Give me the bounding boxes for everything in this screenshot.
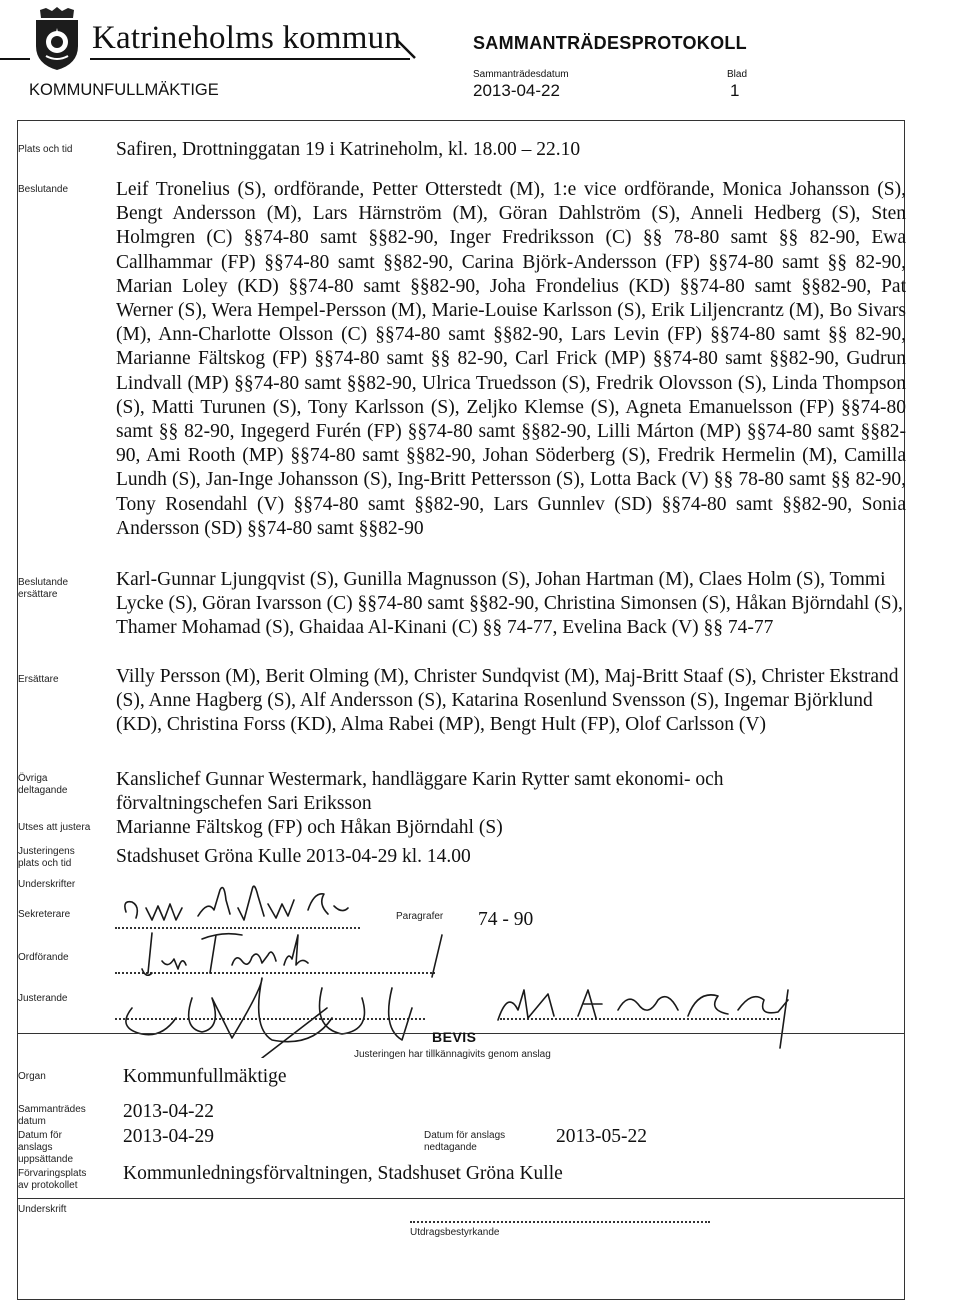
justering-label: Justeringens plats och tid: [18, 846, 75, 869]
plats-label: Plats och tid: [18, 144, 73, 155]
paragrafer-label: Paragrafer: [396, 911, 444, 922]
bevis-subtitle: Justeringen har tillkännagivits genom anslag: [354, 1049, 551, 1060]
ersattare-label: Ersättare: [18, 674, 59, 685]
header-rule-left: [0, 58, 30, 60]
ersattare-beslut-label: Beslutande ersättare: [18, 577, 69, 600]
plats-value: Safiren, Drottninggatan 19 i Katrineholm, kl. 18.00 – 22.10: [116, 139, 581, 160]
forvaring-value: Kommunledningsförvaltningen, Stadshuset Gröna Kulle: [123, 1163, 563, 1184]
beslutande-label: Beslutande: [18, 184, 69, 195]
underskrift-dotted-line: [410, 1221, 710, 1223]
nedtag-label: Datum för anslags nedtagande: [424, 1130, 506, 1153]
doc-type: SAMMANTRÄDESPROTOKOLL: [473, 33, 747, 53]
paragrafer-value: 74 - 90: [478, 909, 534, 930]
utses-label: Utses att justera: [18, 822, 91, 833]
header-rule-right: [90, 58, 410, 60]
page-label: Blad: [727, 69, 748, 80]
date-label: Sammanträdesdatum: [473, 69, 569, 80]
header-slash-icon: [395, 38, 417, 60]
sammantrades-datum-label: Sammanträdes datum: [18, 1104, 86, 1127]
page-number: 1: [730, 81, 740, 100]
organ-value: Kommunfullmäktige: [123, 1066, 287, 1087]
meeting-date: 2013-04-22: [473, 81, 560, 100]
justerande-label: Justerande: [18, 993, 68, 1004]
municipality-name: Katrineholms kommun: [92, 20, 402, 56]
body-name: KOMMUNFULLMÄKTIGE: [29, 81, 219, 99]
nedtag-value: 2013-05-22: [556, 1126, 647, 1147]
ovriga-label: Övriga deltagande: [18, 773, 68, 796]
utdrag-label: Utdragsbestyrkande: [410, 1227, 500, 1238]
forvaring-label: Förvaringsplats av protokollet: [18, 1168, 87, 1191]
coat-of-arms-logo: [30, 6, 84, 72]
bevis-title: BEVIS: [432, 1029, 477, 1045]
underskrift-label: Underskrift: [18, 1204, 67, 1215]
justering-value: Stadshuset Gröna Kulle 2013-04-29 kl. 14.00: [116, 846, 471, 867]
beslutande-value: Leif Tronelius (S), ordförande, Petter Otterstedt (M), 1:e vice ordförande, Monica Johansson (S), Bengt Andersson (M), Lars Härnström (M), Göran Dahlström (S), Anneli Hedberg (S), Sten Holmgren (C) §§74-80 samt §§82-90, Inger Fredriksson (C) §§ 78-80 samt §§ 82-90, Ewa Callhammar (FP) §§74-80 samt §§82-90, Carina Björk-Andersson (FP) §§74-80 samt §§ 82-90, Marian Loley (KD) §§74-80 samt §§82-90, Joha Frondelius (KD) §§74-80 samt §§82-90, Pat Werner (S), Wera Hempel-Persson (M), Marie-Louise Karlsson (S), Erik Liljencrantz (M), Bo Sivars (M), Ann-Charlotte Olsson (C) §§74-80 samt §§82-90, Lars Levin (FP) §§74-80 samt §§ 82-90, Marianne Fältskog (FP) §§74-80 samt §§ 82-90, Carl Frick (MP) §§74-80 samt §§82-90, Gudrun Lindvall (MP) §§74-80 samt §§82-90, Ulrica Truedsson (S), Fredrik Olovsson (S), Linda Thompson (S), Matti Turunen (S), Tony Karlsson (S), Zeljko Klemse (S), Agneta Emanuelsson (FP) §§74-80 samt §§ 82-90, Ingegerd Furén (FP) §§74-80 samt §§82-90, Lilli Márton (MP) §§74-80 samt §§82-90, Ami Rooth (MP) §§74-80 samt §§82-90, Johan Söderberg (S), Fredrik Hermelin (M), Camilla Lundh (S), Jan-Inge Johansson (S), Ing-Britt Pettersson (S), Lotta Back (V) §§ 78-80 samt §§ 82-90, Tony Rosendahl (V) §§74-80 samt §§82-90, Lars Gunnlev (SD) §§74-80 samt §§82-90, Sonia Andersson (SD) §§74-80 samt §§82-90: [116, 179, 906, 539]
organ-label: Organ: [18, 1071, 46, 1082]
signature-adjuster-2: [488, 970, 818, 1050]
coat-of-arms-icon: [30, 6, 84, 72]
anslag-value: 2013-04-29: [123, 1126, 214, 1147]
anslag-label: Datum för anslags uppsättande: [18, 1130, 74, 1165]
underskrifter-label: Underskrifter: [18, 879, 76, 890]
sekreterare-label: Sekreterare: [18, 909, 71, 920]
underskrift-divider: [17, 1198, 905, 1199]
utses-value: Marianne Fältskog (FP) och Håkan Björndahl (S): [116, 817, 503, 838]
sammantrades-datum-value: 2013-04-22: [123, 1101, 214, 1122]
signature-secretary: [118, 870, 378, 930]
ersattare-beslut-value: Karl-Gunnar Ljungqvist (S), Gunilla Magnusson (S), Johan Hartman (M), Claes Holm (S), Tommi Lycke (S), Göran Ivarsson (C) §§74-80 samt §§82-90, Christina Simonsen (S), Håkan Björndahl (S), Thamer Mohamad (S), Ghaidaa Al-Kinani (C) §§ 74-77, Evelina Back (V) §§ 74-77: [116, 569, 903, 639]
ordforande-label: Ordförande: [18, 952, 69, 963]
signature-adjuster-1: [112, 968, 462, 1058]
ovriga-value: Kanslichef Gunnar Westermark, handläggare Karin Rytter samt ekonomi- och förvaltningschefen Sari Eriksson: [116, 769, 724, 815]
ersattare-value: Villy Persson (M), Berit Olming (M), Christer Sundqvist (M), Maj-Britt Staaf (S), Christer Ekstrand (S), Anne Hagberg (S), Alf Andersson (S), Katarina Rosenlund Svensson (S), Ingemar Björklund (KD), Christina Forss (KD), Alma Rabei (MP), Bengt Hult (FP), Olof Carlsson (V): [116, 666, 899, 736]
